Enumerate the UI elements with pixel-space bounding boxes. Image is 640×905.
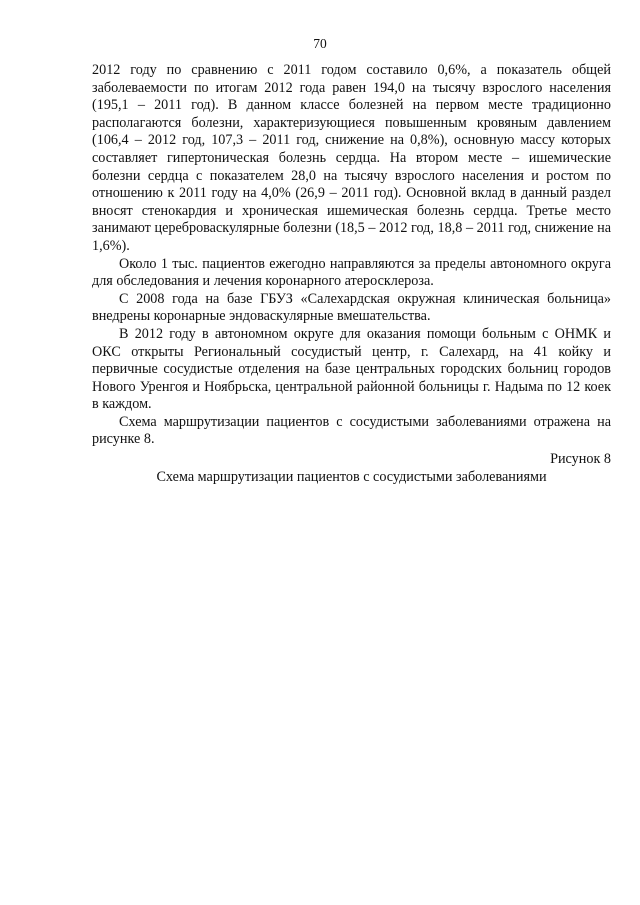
paragraph-patients-referred: Около 1 тыс. пациентов ежегодно направляются за пределы автономного округа для обследования и лечения коронарного атеросклероза. xyxy=(92,255,611,290)
figure-caption: Схема маршрутизации пациентов с сосудистыми заболеваниями xyxy=(156,468,547,485)
paragraph-vascular-centers: В 2012 году в автономном округе для оказания помощи больным с ОНМК и ОКС открыты Региональный сосудистый центр, г. Салехард, на 41 койку и первичные сосудистые отделения на базе центральных городских больниц городов Нового Уренгоя и Ноябрьска, центральной районной больницы г. Надыма по 12 коек в каждом. xyxy=(92,325,611,413)
page-number: 70 xyxy=(313,36,327,51)
figure-label: Рисунок 8 xyxy=(550,451,611,468)
paragraph-continuation: 2012 году по сравнению с 2011 годом составило 0,6%, а показатель общей заболеваемости по итогам 2012 года равен 194,0 на тысячу взрослого населения (195,1 – 2011 год). В данном классе болезней на первом месте традиционно располагаются болезни, характеризующиеся повышенным кровяным давлением (106,4 – 2012 год, 107,3 – 2011 год, снижение на 0,8%), основную массу которых составляет гипертоническая болезнь сердца. На втором месте – ишемические болезни сердца с показателем 28,0 на тысячу взрослого населения и ростом по отношению к 2011 году на 4,0% (26,9 – 2011 год). Основной вклад в данный раздел вносят стенокардия и хроническая ишемическая болезнь сердца. Третье место занимают цереброваскулярные болезни (18,5 – 2012 год, 18,8 – 2011 год, снижение на 1,6%). xyxy=(92,62,611,254)
document-body xyxy=(92,62,611,486)
paragraph-endovascular: С 2008 года на базе ГБУЗ «Салехардская окружная клиническая больница» внедрены коронарные эндоваскулярные вмешательства. xyxy=(92,290,611,325)
paragraph-routing-scheme: Схема маршрутизации пациентов с сосудистыми заболеваниями отражена на рисунке 8. xyxy=(92,413,611,448)
